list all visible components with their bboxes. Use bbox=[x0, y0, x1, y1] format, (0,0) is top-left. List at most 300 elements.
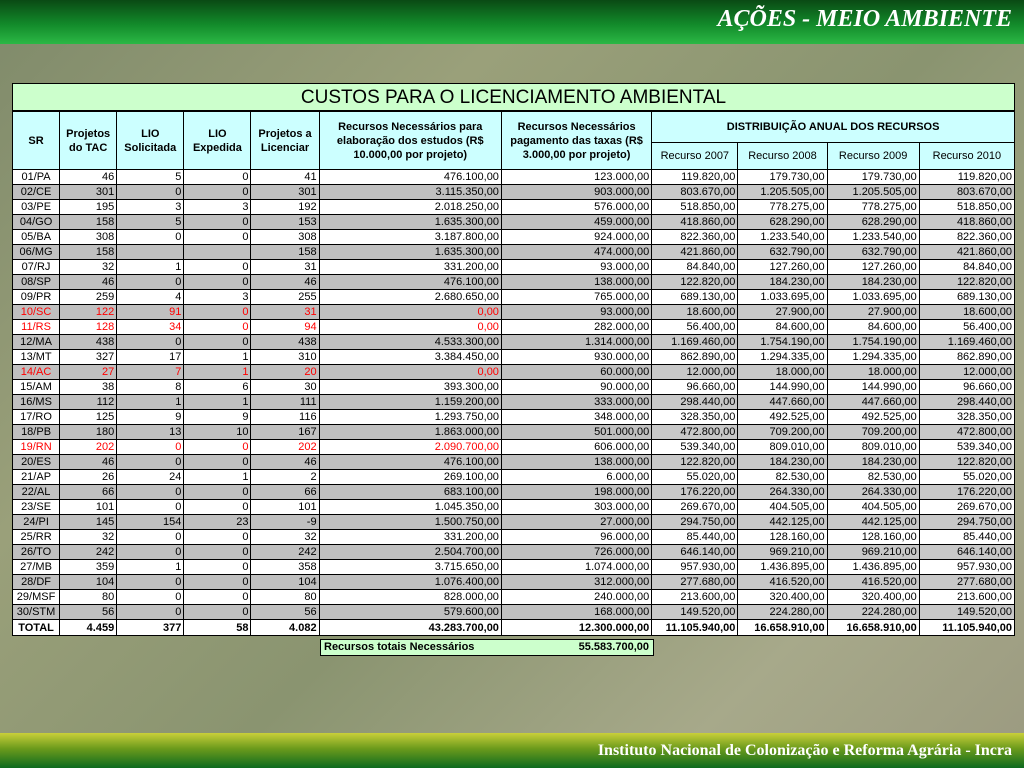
table-cell: 176.220,00 bbox=[652, 485, 738, 500]
table-cell: 26 bbox=[60, 470, 117, 485]
table-cell: 111 bbox=[251, 395, 319, 410]
table-cell: 1.436.895,00 bbox=[738, 560, 827, 575]
table-cell: 418.860,00 bbox=[652, 215, 738, 230]
table-body bbox=[13, 170, 1015, 636]
col-header-projetos-licenciar: Projetos a Licenciar bbox=[251, 112, 319, 170]
table-cell: 393.300,00 bbox=[319, 380, 501, 395]
table-cell: 269.670,00 bbox=[652, 500, 738, 515]
table-cell: 3.715.650,00 bbox=[319, 560, 501, 575]
table-cell: 21/AP bbox=[13, 470, 60, 485]
table-cell: 18.000,00 bbox=[738, 365, 827, 380]
table-cell: 308 bbox=[251, 230, 319, 245]
table-cell: 1 bbox=[117, 395, 184, 410]
table-cell: 154 bbox=[117, 515, 184, 530]
table-cell: 128 bbox=[60, 320, 117, 335]
table-cell: 765.000,00 bbox=[501, 290, 651, 305]
table-cell: 0 bbox=[184, 275, 251, 290]
table-cell: 46 bbox=[60, 455, 117, 470]
table-cell: 628.290,00 bbox=[738, 215, 827, 230]
table-cell: 30 bbox=[251, 380, 319, 395]
table-cell: 2.680.650,00 bbox=[319, 290, 501, 305]
table-cell: 16/MS bbox=[13, 395, 60, 410]
table-cell: 518.850,00 bbox=[919, 200, 1014, 215]
table-cell: 184.230,00 bbox=[827, 275, 919, 290]
table-row bbox=[13, 275, 1015, 290]
table-cell: 03/PE bbox=[13, 200, 60, 215]
table-cell: 2 bbox=[251, 470, 319, 485]
table-cell: 14/AC bbox=[13, 365, 60, 380]
table-cell: 1.635.300,00 bbox=[319, 215, 501, 230]
table-cell: 3.115.350,00 bbox=[319, 185, 501, 200]
table-cell: 04/GO bbox=[13, 215, 60, 230]
table-row bbox=[13, 500, 1015, 515]
table-cell: 416.520,00 bbox=[738, 575, 827, 590]
table-row bbox=[13, 560, 1015, 575]
table-row bbox=[13, 350, 1015, 365]
table-cell: 632.790,00 bbox=[738, 245, 827, 260]
table-cell: 56 bbox=[251, 605, 319, 620]
table-cell: 119.820,00 bbox=[919, 170, 1014, 185]
table-cell: 1.635.300,00 bbox=[319, 245, 501, 260]
table-cell: 07/RJ bbox=[13, 260, 60, 275]
table-row bbox=[13, 305, 1015, 320]
table-cell: 122.820,00 bbox=[919, 455, 1014, 470]
table-cell: 224.280,00 bbox=[738, 605, 827, 620]
table-cell: 809.010,00 bbox=[827, 440, 919, 455]
table-cell: 1.205.505,00 bbox=[738, 185, 827, 200]
table-cell: 82.530,00 bbox=[827, 470, 919, 485]
table-cell: 969.210,00 bbox=[738, 545, 827, 560]
table-cell: 128.160,00 bbox=[827, 530, 919, 545]
table-cell: 264.330,00 bbox=[738, 485, 827, 500]
table-cell: -9 bbox=[251, 515, 319, 530]
table-cell: 3.384.450,00 bbox=[319, 350, 501, 365]
total-cell: 58 bbox=[184, 620, 251, 636]
table-cell: 298.440,00 bbox=[919, 395, 1014, 410]
table-cell: 138.000,00 bbox=[501, 275, 651, 290]
table-cell: 202 bbox=[60, 440, 117, 455]
table-cell: 17 bbox=[117, 350, 184, 365]
table-cell: 242 bbox=[60, 545, 117, 560]
table-cell: 93.000,00 bbox=[501, 305, 651, 320]
table-cell: 709.200,00 bbox=[827, 425, 919, 440]
table-cell: 328.350,00 bbox=[652, 410, 738, 425]
table-cell: 128.160,00 bbox=[738, 530, 827, 545]
table-cell: 438 bbox=[251, 335, 319, 350]
table-cell: 828.000,00 bbox=[319, 590, 501, 605]
table-cell: 404.505,00 bbox=[827, 500, 919, 515]
table-cell: 0,00 bbox=[319, 320, 501, 335]
total-cell: 4.082 bbox=[251, 620, 319, 636]
table-cell: 259 bbox=[60, 290, 117, 305]
table-cell: 05/BA bbox=[13, 230, 60, 245]
table-cell: 202 bbox=[251, 440, 319, 455]
table-cell: 778.275,00 bbox=[827, 200, 919, 215]
summary-box bbox=[320, 639, 654, 656]
table-cell: 282.000,00 bbox=[501, 320, 651, 335]
table-cell: 969.210,00 bbox=[827, 545, 919, 560]
table-cell: 472.800,00 bbox=[919, 425, 1014, 440]
table-cell: 328.350,00 bbox=[919, 410, 1014, 425]
table-cell: 0 bbox=[117, 230, 184, 245]
total-cell: 16.658.910,00 bbox=[738, 620, 827, 636]
table-row bbox=[13, 230, 1015, 245]
table-cell: 104 bbox=[60, 575, 117, 590]
table-cell: 7 bbox=[117, 365, 184, 380]
table-cell: 320.400,00 bbox=[738, 590, 827, 605]
table-cell: 5 bbox=[117, 170, 184, 185]
table-cell: 0 bbox=[184, 500, 251, 515]
table-cell: 298.440,00 bbox=[652, 395, 738, 410]
table-cell: 34 bbox=[117, 320, 184, 335]
table-cell: 539.340,00 bbox=[652, 440, 738, 455]
table-cell: 778.275,00 bbox=[738, 200, 827, 215]
table-cell: 25/RR bbox=[13, 530, 60, 545]
table-cell: 0 bbox=[184, 530, 251, 545]
table-cell: 1 bbox=[184, 470, 251, 485]
table-cell: 80 bbox=[60, 590, 117, 605]
table-cell: 333.000,00 bbox=[501, 395, 651, 410]
table-cell: 1.169.460,00 bbox=[652, 335, 738, 350]
table-cell: 0 bbox=[117, 530, 184, 545]
table-cell: 224.280,00 bbox=[827, 605, 919, 620]
table-cell: 0 bbox=[184, 575, 251, 590]
table-cell: 84.600,00 bbox=[827, 320, 919, 335]
table-cell: 122.820,00 bbox=[652, 275, 738, 290]
table-cell: 0 bbox=[184, 185, 251, 200]
table-cell: 90.000,00 bbox=[501, 380, 651, 395]
col-header-recurso-2010: Recurso 2010 bbox=[919, 143, 1014, 170]
table-cell: 180 bbox=[60, 425, 117, 440]
total-cell: 12.300.000,00 bbox=[501, 620, 651, 636]
table-cell: 149.520,00 bbox=[652, 605, 738, 620]
table-cell: 85.440,00 bbox=[919, 530, 1014, 545]
table-cell: 0,00 bbox=[319, 365, 501, 380]
table-cell: 10/SC bbox=[13, 305, 60, 320]
table-cell: 476.100,00 bbox=[319, 275, 501, 290]
table-cell: 149.520,00 bbox=[919, 605, 1014, 620]
table-cell: 46 bbox=[251, 455, 319, 470]
table-cell: 138.000,00 bbox=[501, 455, 651, 470]
table-row bbox=[13, 605, 1015, 620]
col-header-distribuicao: DISTRIBUIÇÃO ANUAL DOS RECURSOS bbox=[652, 112, 1015, 143]
table-cell: 184.230,00 bbox=[738, 275, 827, 290]
table-cell: 184.230,00 bbox=[738, 455, 827, 470]
table-cell: 301 bbox=[60, 185, 117, 200]
table-cell: 0 bbox=[117, 500, 184, 515]
table-cell: 327 bbox=[60, 350, 117, 365]
table-cell: 179.730,00 bbox=[827, 170, 919, 185]
table-cell: 93.000,00 bbox=[501, 260, 651, 275]
table-cell: 27.900,00 bbox=[738, 305, 827, 320]
table-cell: 27 bbox=[60, 365, 117, 380]
table-cell: 277.680,00 bbox=[652, 575, 738, 590]
table-cell: 2.018.250,00 bbox=[319, 200, 501, 215]
table-cell: 60.000,00 bbox=[501, 365, 651, 380]
table-cell: 726.000,00 bbox=[501, 545, 651, 560]
table-cell: 930.000,00 bbox=[501, 350, 651, 365]
table-cell: 822.360,00 bbox=[919, 230, 1014, 245]
table-cell: 179.730,00 bbox=[738, 170, 827, 185]
table-cell bbox=[117, 245, 184, 260]
col-header-recurso-2008: Recurso 2008 bbox=[738, 143, 827, 170]
table-cell: 176.220,00 bbox=[919, 485, 1014, 500]
table-cell: 1.436.895,00 bbox=[827, 560, 919, 575]
table-cell: 492.525,00 bbox=[827, 410, 919, 425]
table-row bbox=[13, 200, 1015, 215]
summary-label: Recursos totais Necessários bbox=[324, 641, 475, 653]
table-cell: 55.020,00 bbox=[919, 470, 1014, 485]
table-cell: 539.340,00 bbox=[919, 440, 1014, 455]
costs-table bbox=[12, 111, 1015, 636]
table-cell: 822.360,00 bbox=[652, 230, 738, 245]
table-row bbox=[13, 335, 1015, 350]
table-cell: 153 bbox=[251, 215, 319, 230]
table-cell: 23/SE bbox=[13, 500, 60, 515]
table-cell: 418.860,00 bbox=[919, 215, 1014, 230]
table-cell: 32 bbox=[251, 530, 319, 545]
table-cell: 1.293.750,00 bbox=[319, 410, 501, 425]
table-cell: 447.660,00 bbox=[827, 395, 919, 410]
total-cell: TOTAL bbox=[13, 620, 60, 636]
table-cell: 646.140,00 bbox=[919, 545, 1014, 560]
col-header-sr: SR bbox=[13, 112, 60, 170]
table-cell: 5 bbox=[117, 215, 184, 230]
table-cell: 689.130,00 bbox=[919, 290, 1014, 305]
table-cell: 56.400,00 bbox=[652, 320, 738, 335]
total-cell: 4.459 bbox=[60, 620, 117, 636]
table-cell: 123.000,00 bbox=[501, 170, 651, 185]
table-cell: 255 bbox=[251, 290, 319, 305]
table-cell: 112 bbox=[60, 395, 117, 410]
table-cell: 1.500.750,00 bbox=[319, 515, 501, 530]
table-cell: 158 bbox=[60, 215, 117, 230]
table-cell: 957.930,00 bbox=[652, 560, 738, 575]
table-cell: 606.000,00 bbox=[501, 440, 651, 455]
table-cell: 476.100,00 bbox=[319, 170, 501, 185]
table-cell: 903.000,00 bbox=[501, 185, 651, 200]
table-cell: 144.990,00 bbox=[827, 380, 919, 395]
table-cell: 628.290,00 bbox=[827, 215, 919, 230]
table-cell: 06/MG bbox=[13, 245, 60, 260]
col-header-recurso-2009: Recurso 2009 bbox=[827, 143, 919, 170]
table-row bbox=[13, 395, 1015, 410]
table-cell: 17/RO bbox=[13, 410, 60, 425]
total-cell: 16.658.910,00 bbox=[827, 620, 919, 636]
table-cell: 242 bbox=[251, 545, 319, 560]
table-cell: 15/AM bbox=[13, 380, 60, 395]
table-row bbox=[13, 440, 1015, 455]
table-row bbox=[13, 245, 1015, 260]
table-row bbox=[13, 530, 1015, 545]
table-cell: 421.860,00 bbox=[652, 245, 738, 260]
table-cell: 1.754.190,00 bbox=[827, 335, 919, 350]
table-cell: 1.205.505,00 bbox=[827, 185, 919, 200]
table-row bbox=[13, 365, 1015, 380]
table-cell: 66 bbox=[60, 485, 117, 500]
table-cell: 104 bbox=[251, 575, 319, 590]
table-cell: 1.033.695,00 bbox=[738, 290, 827, 305]
table-cell: 308 bbox=[60, 230, 117, 245]
table-cell: 1.074.000,00 bbox=[501, 560, 651, 575]
table-cell: 1 bbox=[184, 365, 251, 380]
table-cell: 1.294.335,00 bbox=[738, 350, 827, 365]
table-cell: 416.520,00 bbox=[827, 575, 919, 590]
table-cell: 30/STM bbox=[13, 605, 60, 620]
table-cell: 1 bbox=[184, 350, 251, 365]
table-cell: 492.525,00 bbox=[738, 410, 827, 425]
table-cell: 101 bbox=[251, 500, 319, 515]
col-header-projetos-tac: Projetos do TAC bbox=[60, 112, 117, 170]
col-header-recursos-estudos: Recursos Necessários para elaboração dos estudos (R$ 10.000,00 por projeto) bbox=[319, 112, 501, 170]
table-cell: 264.330,00 bbox=[827, 485, 919, 500]
table-total-row bbox=[13, 620, 1015, 636]
table-cell: 0 bbox=[117, 335, 184, 350]
table-cell: 18/PB bbox=[13, 425, 60, 440]
table-cell: 0 bbox=[117, 455, 184, 470]
table-cell: 331.200,00 bbox=[319, 260, 501, 275]
table-cell: 301 bbox=[251, 185, 319, 200]
table-cell: 168.000,00 bbox=[501, 605, 651, 620]
table-cell: 46 bbox=[60, 170, 117, 185]
footer-bar bbox=[0, 733, 1024, 768]
table-cell: 122.820,00 bbox=[919, 275, 1014, 290]
table-cell: 3 bbox=[117, 200, 184, 215]
table-cell: 24/PI bbox=[13, 515, 60, 530]
table-cell: 84.600,00 bbox=[738, 320, 827, 335]
table-cell: 1.314.000,00 bbox=[501, 335, 651, 350]
col-header-lio-solicitada: LIO Solicitada bbox=[117, 112, 184, 170]
table-cell: 0 bbox=[184, 215, 251, 230]
table-cell: 24 bbox=[117, 470, 184, 485]
table-cell: 404.505,00 bbox=[738, 500, 827, 515]
table-row bbox=[13, 410, 1015, 425]
table-cell: 56.400,00 bbox=[919, 320, 1014, 335]
table-cell: 0 bbox=[117, 545, 184, 560]
table-cell: 0 bbox=[184, 590, 251, 605]
table-cell: 19/RN bbox=[13, 440, 60, 455]
table-cell: 1.754.190,00 bbox=[738, 335, 827, 350]
table-cell: 96.660,00 bbox=[919, 380, 1014, 395]
table-cell: 4 bbox=[117, 290, 184, 305]
table-cell: 0 bbox=[184, 560, 251, 575]
table-cell: 38 bbox=[60, 380, 117, 395]
table-cell: 85.440,00 bbox=[652, 530, 738, 545]
table-cell: 501.000,00 bbox=[501, 425, 651, 440]
table-cell: 0 bbox=[184, 440, 251, 455]
table-row bbox=[13, 470, 1015, 485]
table-cell: 447.660,00 bbox=[738, 395, 827, 410]
table-cell: 0 bbox=[184, 455, 251, 470]
table-cell: 122.820,00 bbox=[652, 455, 738, 470]
table-cell: 20/ES bbox=[13, 455, 60, 470]
table-cell: 632.790,00 bbox=[827, 245, 919, 260]
table-cell: 358 bbox=[251, 560, 319, 575]
table-cell: 127.260,00 bbox=[827, 260, 919, 275]
table-cell: 01/PA bbox=[13, 170, 60, 185]
table-cell: 438 bbox=[60, 335, 117, 350]
col-header-lio-expedida: LIO Expedida bbox=[184, 112, 251, 170]
total-cell: 11.105.940,00 bbox=[652, 620, 738, 636]
table-cell: 862.890,00 bbox=[919, 350, 1014, 365]
table-cell: 474.000,00 bbox=[501, 245, 651, 260]
table-cell: 442.125,00 bbox=[827, 515, 919, 530]
table-cell: 2.504.700,00 bbox=[319, 545, 501, 560]
table-cell: 3 bbox=[184, 290, 251, 305]
table-row bbox=[13, 185, 1015, 200]
table-cell: 0 bbox=[117, 440, 184, 455]
table-cell: 0 bbox=[184, 485, 251, 500]
total-cell: 11.105.940,00 bbox=[919, 620, 1014, 636]
table-cell: 8 bbox=[117, 380, 184, 395]
col-header-recursos-taxas: Recursos Necessários pagamento das taxas (R$ 3.000,00 por projeto) bbox=[501, 112, 651, 170]
table-cell: 421.860,00 bbox=[919, 245, 1014, 260]
table-cell: 125 bbox=[60, 410, 117, 425]
table-cell: 1.076.400,00 bbox=[319, 575, 501, 590]
table-cell: 1.233.540,00 bbox=[738, 230, 827, 245]
table-cell: 02/CE bbox=[13, 185, 60, 200]
table-row bbox=[13, 215, 1015, 230]
table-cell: 6 bbox=[184, 380, 251, 395]
table-cell: 459.000,00 bbox=[501, 215, 651, 230]
table-row bbox=[13, 455, 1015, 470]
table-cell: 1.045.350,00 bbox=[319, 500, 501, 515]
table-cell: 576.000,00 bbox=[501, 200, 651, 215]
table-cell: 18.600,00 bbox=[919, 305, 1014, 320]
table-row bbox=[13, 320, 1015, 335]
table-row bbox=[13, 545, 1015, 560]
table-cell: 32 bbox=[60, 530, 117, 545]
table-cell: 1.033.695,00 bbox=[827, 290, 919, 305]
col-header-recurso-2007: Recurso 2007 bbox=[652, 143, 738, 170]
table-cell: 26/TO bbox=[13, 545, 60, 560]
table-cell: 27.000,00 bbox=[501, 515, 651, 530]
table-cell: 18.000,00 bbox=[827, 365, 919, 380]
table-row bbox=[13, 425, 1015, 440]
table-cell: 0 bbox=[184, 230, 251, 245]
table-cell: 269.670,00 bbox=[919, 500, 1014, 515]
table-cell: 0 bbox=[117, 575, 184, 590]
table-cell: 303.000,00 bbox=[501, 500, 651, 515]
table-row bbox=[13, 515, 1015, 530]
table-cell: 27/MB bbox=[13, 560, 60, 575]
table-cell: 41 bbox=[251, 170, 319, 185]
table-cell: 22/AL bbox=[13, 485, 60, 500]
table-cell: 145 bbox=[60, 515, 117, 530]
table-cell: 127.260,00 bbox=[738, 260, 827, 275]
table-cell: 195 bbox=[60, 200, 117, 215]
table-row bbox=[13, 380, 1015, 395]
table-cell: 310 bbox=[251, 350, 319, 365]
table-cell: 18.600,00 bbox=[652, 305, 738, 320]
table-row bbox=[13, 575, 1015, 590]
table-cell: 0 bbox=[184, 335, 251, 350]
table-cell: 3 bbox=[184, 200, 251, 215]
table-cell: 13/MT bbox=[13, 350, 60, 365]
table-cell: 12/MA bbox=[13, 335, 60, 350]
table-cell: 13 bbox=[117, 425, 184, 440]
table-cell: 23 bbox=[184, 515, 251, 530]
table-cell: 213.600,00 bbox=[919, 590, 1014, 605]
table-cell: 1.169.460,00 bbox=[919, 335, 1014, 350]
table-cell: 359 bbox=[60, 560, 117, 575]
table-cell: 122 bbox=[60, 305, 117, 320]
table-cell: 0 bbox=[117, 485, 184, 500]
table-cell: 924.000,00 bbox=[501, 230, 651, 245]
table-cell: 0 bbox=[184, 545, 251, 560]
table-cell: 46 bbox=[251, 275, 319, 290]
table-cell: 294.750,00 bbox=[652, 515, 738, 530]
